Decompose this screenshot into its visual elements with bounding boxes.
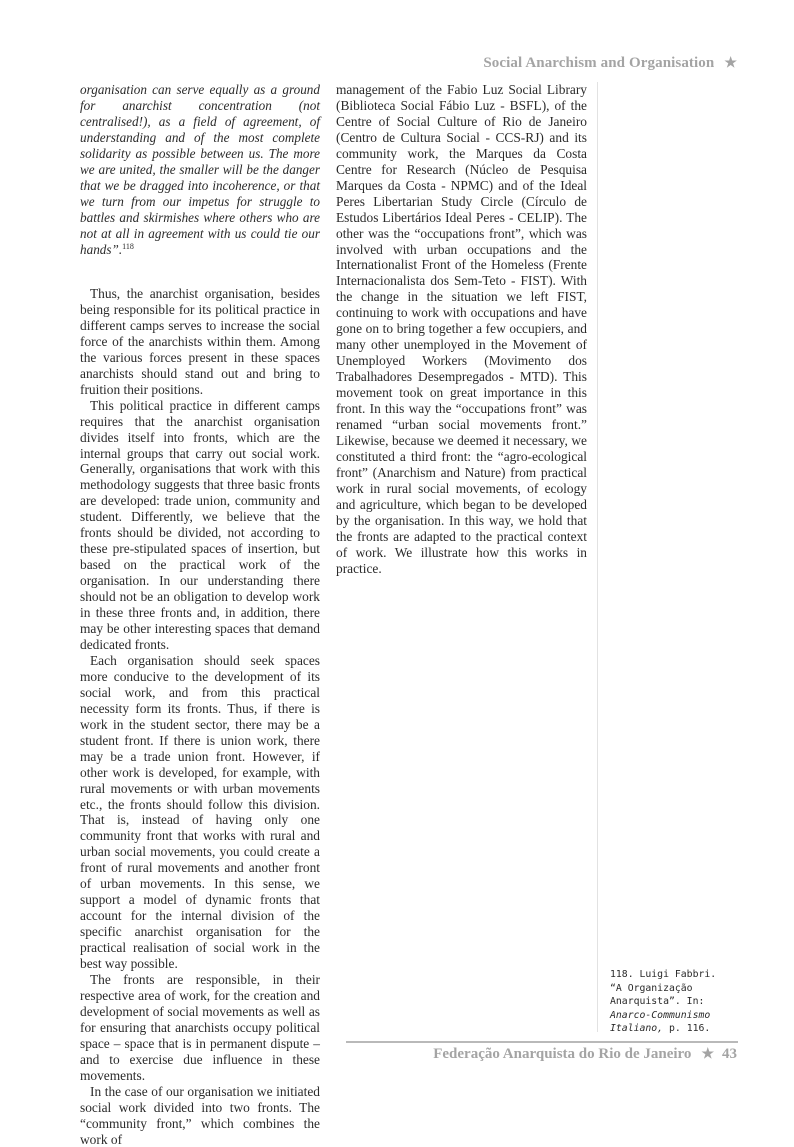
column-divider — [597, 82, 598, 1032]
left-column — [80, 82, 320, 1147]
footnote-page: p. 116. — [669, 1023, 711, 1035]
quote-text: organisation can serve equally as a ground for anarchist concentration (not centralised!), as a field of agreement, of understanding and of the most complete solidarity as possible between us. The more we are united, the smaller will be the danger that we be dragged into incoherence, or that we turn from our impetus for struggle to battles and skirmishes where others who are not at all in agreement with us could tie our hands”. — [80, 82, 320, 257]
running-header — [483, 55, 737, 72]
running-footer-title: Federação Anarquista do Rio de Janeiro — [433, 1046, 692, 1062]
footnote-title: “A Organização Anarquista”. In: — [610, 982, 705, 1008]
paragraph: The fronts are responsible, in their respective area of work, for the creation and development of social movements as well as for ensuring that anarchists occupy political space – space that is in permanent dispute – and to exercise due influence in these movements. — [80, 971, 320, 1083]
footnote-source: Anarco-Communismo Italiano, — [610, 1009, 711, 1035]
paragraph: In the case of our organisation we initiated social work divided into two fronts. The “community front,” which combines the work of — [80, 1083, 320, 1147]
block-quote — [80, 82, 320, 258]
footnote — [610, 968, 735, 1036]
paragraph: Thus, the anarchist organisation, besides being responsible for its political practice in different camps serves to increase the social force of the anarchists within them. Among the various forces present in these spaces anarchists should stand out and bring to fruition their positions. — [80, 286, 320, 397]
footnote-author: 118. Luigi Fabbri. — [610, 969, 717, 980]
star-icon: ★ — [724, 56, 737, 71]
paragraph: management of the Fabio Luz Social Library (Biblioteca Social Fábio Luz - BSFL), of the Centre of Social Culture of Rio de Janeiro (Centro de Cultura Social - CCS-RJ) and its community work, the Marques da Costa Centre for Research (Núcleo de Pesquisa Marques da Costa - NPMC) and of the Ideal Peres Libertarian Study Circle (Círculo de Estudos Libertários Ideal Peres - CELIP). The other was the “occupations front”, which was involved with urban occupations and the Internationalist Front of the Homeless (Frente Internacionalista dos Sem-Teto - FIST). With the change in the situation we left FIST, continuing to work with occupations and have gone on to bring together a few occupiers, and many other unemployed in the Movement of Unemployed Workers (Movimento dos Trabalhadores Desempregados - MTD). This movement took on great importance in this front. In this way the “occupations front” was renamed “urban social movements front.” Likewise, because we deemed it necessary, we constituted a third front: the “agro-ecological front” (Anarchism and Nature) from practical work in rural social movements, of ecology and agriculture, which began to be developed by the organisation. In this way, we hold that the fronts are adapted to the practical context of work. We illustrate how this works in practice. — [336, 82, 587, 576]
paragraph: Each organisation should seek spaces more conducive to the development of its social work, and from this practical necessity form its fronts. Thus, if there is work in the student sector, there may be a student front. If there is union work, there may be a trade union front. However, if other work is developed, for example, with rural movements or with urban movements etc., the fronts should follow this division. That is, instead of having only one community front that works with rural and urban social movements, you could create a front of rural movements and another front of urban movements. In this sense, we support a model of dynamic fronts that account for the internal division of the specific anarchist organisation for the practical realisation of social work in the best way possible. — [80, 652, 320, 972]
spacer — [80, 258, 320, 286]
paragraph: This political practice in different camps requires that the anarchist organisation divides itself into fronts, which are the internal groups that carry out social work. Generally, organisations that work with this methodology suggests that three basic fronts are developed: trade union, community and student. Differently, we believe that the fronts should be divided, not according to these pre-stipulated spaces of insertion, but based on the practical work of the organisation. In our understanding there should not be an obligation to develop work in these three fronts and, in addition, there may be other interesting spaces that demand dedicated fronts. — [80, 397, 320, 652]
page-number: 43 — [722, 1046, 737, 1062]
footnote-reference[interactable]: 118 — [122, 242, 134, 251]
running-footer — [433, 1046, 737, 1063]
footer-rule — [346, 1041, 738, 1043]
running-header-title: Social Anarchism and Organisation — [483, 55, 715, 71]
middle-column — [336, 82, 587, 577]
star-icon: ★ — [701, 1047, 714, 1062]
